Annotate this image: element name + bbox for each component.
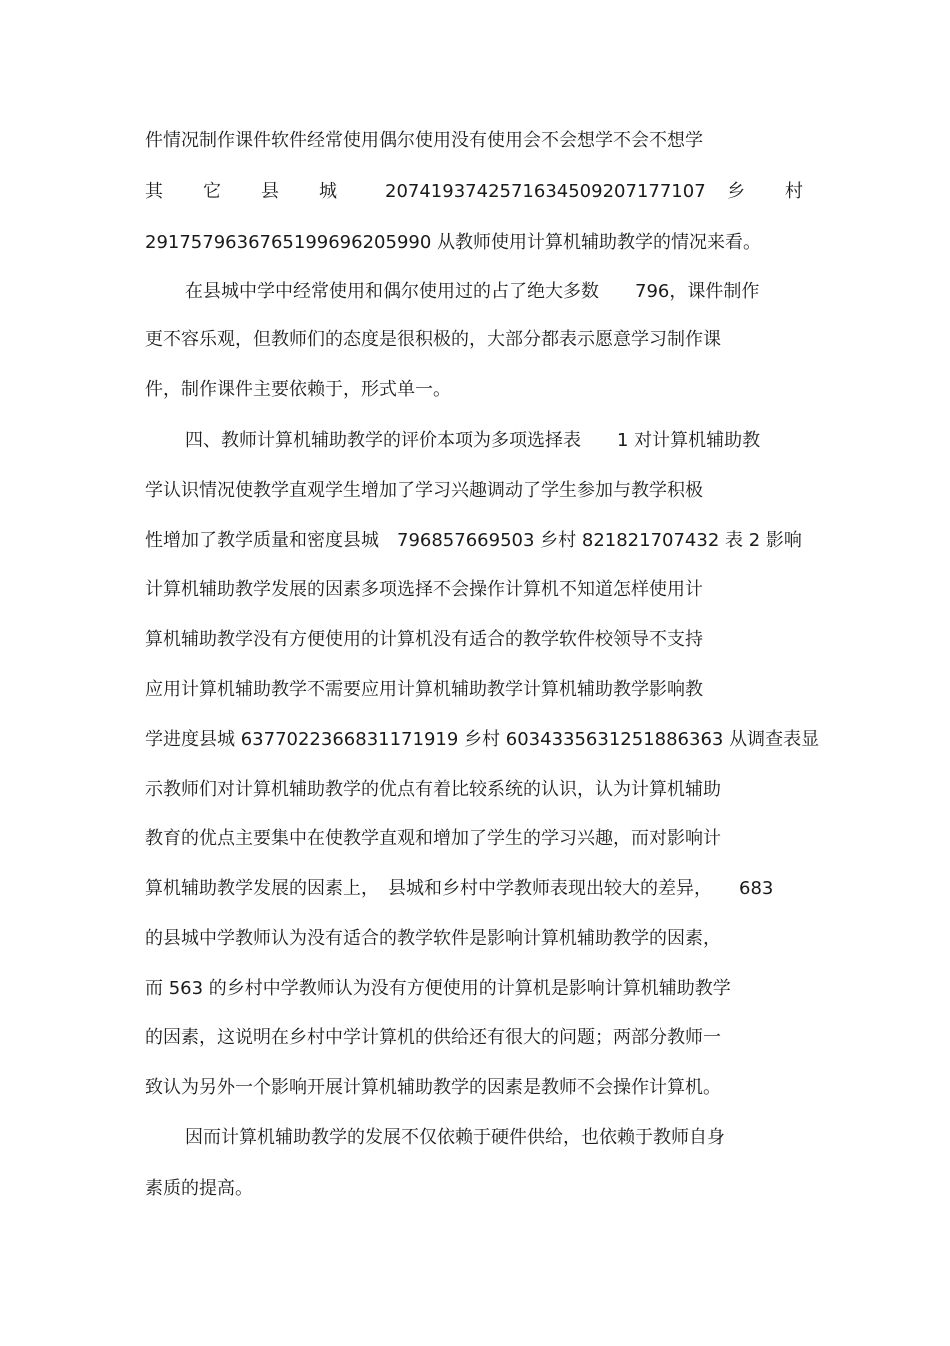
text-line-13: 学进度县城 6377022366831171919 乡村 6034335631251886363 从调查表显 bbox=[145, 729, 820, 750]
text-line-4: 在县城中学中经常使用和偶尔使用过的占了绝大多数 796，课件制作 bbox=[185, 281, 760, 302]
text-line-12: 应用计算机辅助教学不需要应用计算机辅助教学计算机辅助教学影响教 bbox=[145, 679, 703, 700]
spread-token-6: 乡 bbox=[727, 181, 745, 202]
text-line-9: 性增加了教学质量和密度县城 796857669503 乡村 821821707432 表 2 影响 bbox=[145, 530, 802, 551]
text-line-21: 因而计算机辅助教学的发展不仅依赖于硬件供给，也依赖于教师自身 bbox=[185, 1127, 725, 1148]
spread-token-7: 村 bbox=[785, 181, 803, 202]
spread-token-number: 207419374257163450920717710​7 bbox=[385, 181, 706, 202]
text-line-3: 2917579636765199696205990 从教师使用计算机辅助教学的情况来看。 bbox=[145, 232, 762, 253]
spread-token-2: 它 bbox=[203, 181, 221, 202]
text-line-18: 而 563 的乡村中学教师认为没有方便使用的计算机是影响计算机辅助教学 bbox=[145, 978, 731, 999]
text-line-1: 件情况制作课件软件经常使用偶尔使用没有使用会不会想学不会不想学 bbox=[145, 130, 703, 151]
text-line-22: 素质的提高。 bbox=[145, 1178, 253, 1199]
text-line-6: 件，制作课件主要依赖于，形式单一。 bbox=[145, 379, 451, 400]
text-line-14: 示教师们对计算机辅助教学的优点有着比较系统的认识，认为计算机辅助 bbox=[145, 779, 721, 800]
text-line-11: 算机辅助教学没有方便使用的计算机没有适合的教学软件校领导不支持 bbox=[145, 629, 703, 650]
text-line-8: 学认识情况使教学直观学生增加了学习兴趣调动了学生参加与教学积极 bbox=[145, 480, 703, 501]
text-line-7: 四、教师计算机辅助教学的评价本项为多项选择表 1 对计算机辅助教 bbox=[185, 430, 761, 451]
text-line-17: 的县城中学教师认为没有适合的教学软件是影响计算机辅助教学的因素， bbox=[145, 928, 721, 949]
spread-token-1: 其 bbox=[145, 181, 163, 202]
text-line-2-spread bbox=[145, 177, 805, 207]
text-line-20: 致认为另外一个影响开展计算机辅助教学的因素是教师不会操作计算机。 bbox=[145, 1077, 721, 1098]
text-line-10: 计算机辅助教学发展的因素多项选择不会操作计算机不知道怎样使用计 bbox=[145, 579, 703, 600]
text-line-5: 更不容乐观，但教师们的态度是很积极的，大部分都表示愿意学习制作课 bbox=[145, 329, 721, 350]
text-line-15: 教育的优点主要集中在使教学直观和增加了学生的学习兴趣，而对影响计 bbox=[145, 828, 721, 849]
spread-token-4: 城 bbox=[319, 181, 337, 202]
text-line-19: 的因素，这说明在乡村中学计算机的供给还有很大的问题；两部分教师一 bbox=[145, 1027, 721, 1048]
text-line-16: 算机辅助教学发展的因素上， 县城和乡村中学教师表现出较大的差异， 683 bbox=[145, 878, 774, 899]
spread-token-3: 县 bbox=[261, 181, 279, 202]
